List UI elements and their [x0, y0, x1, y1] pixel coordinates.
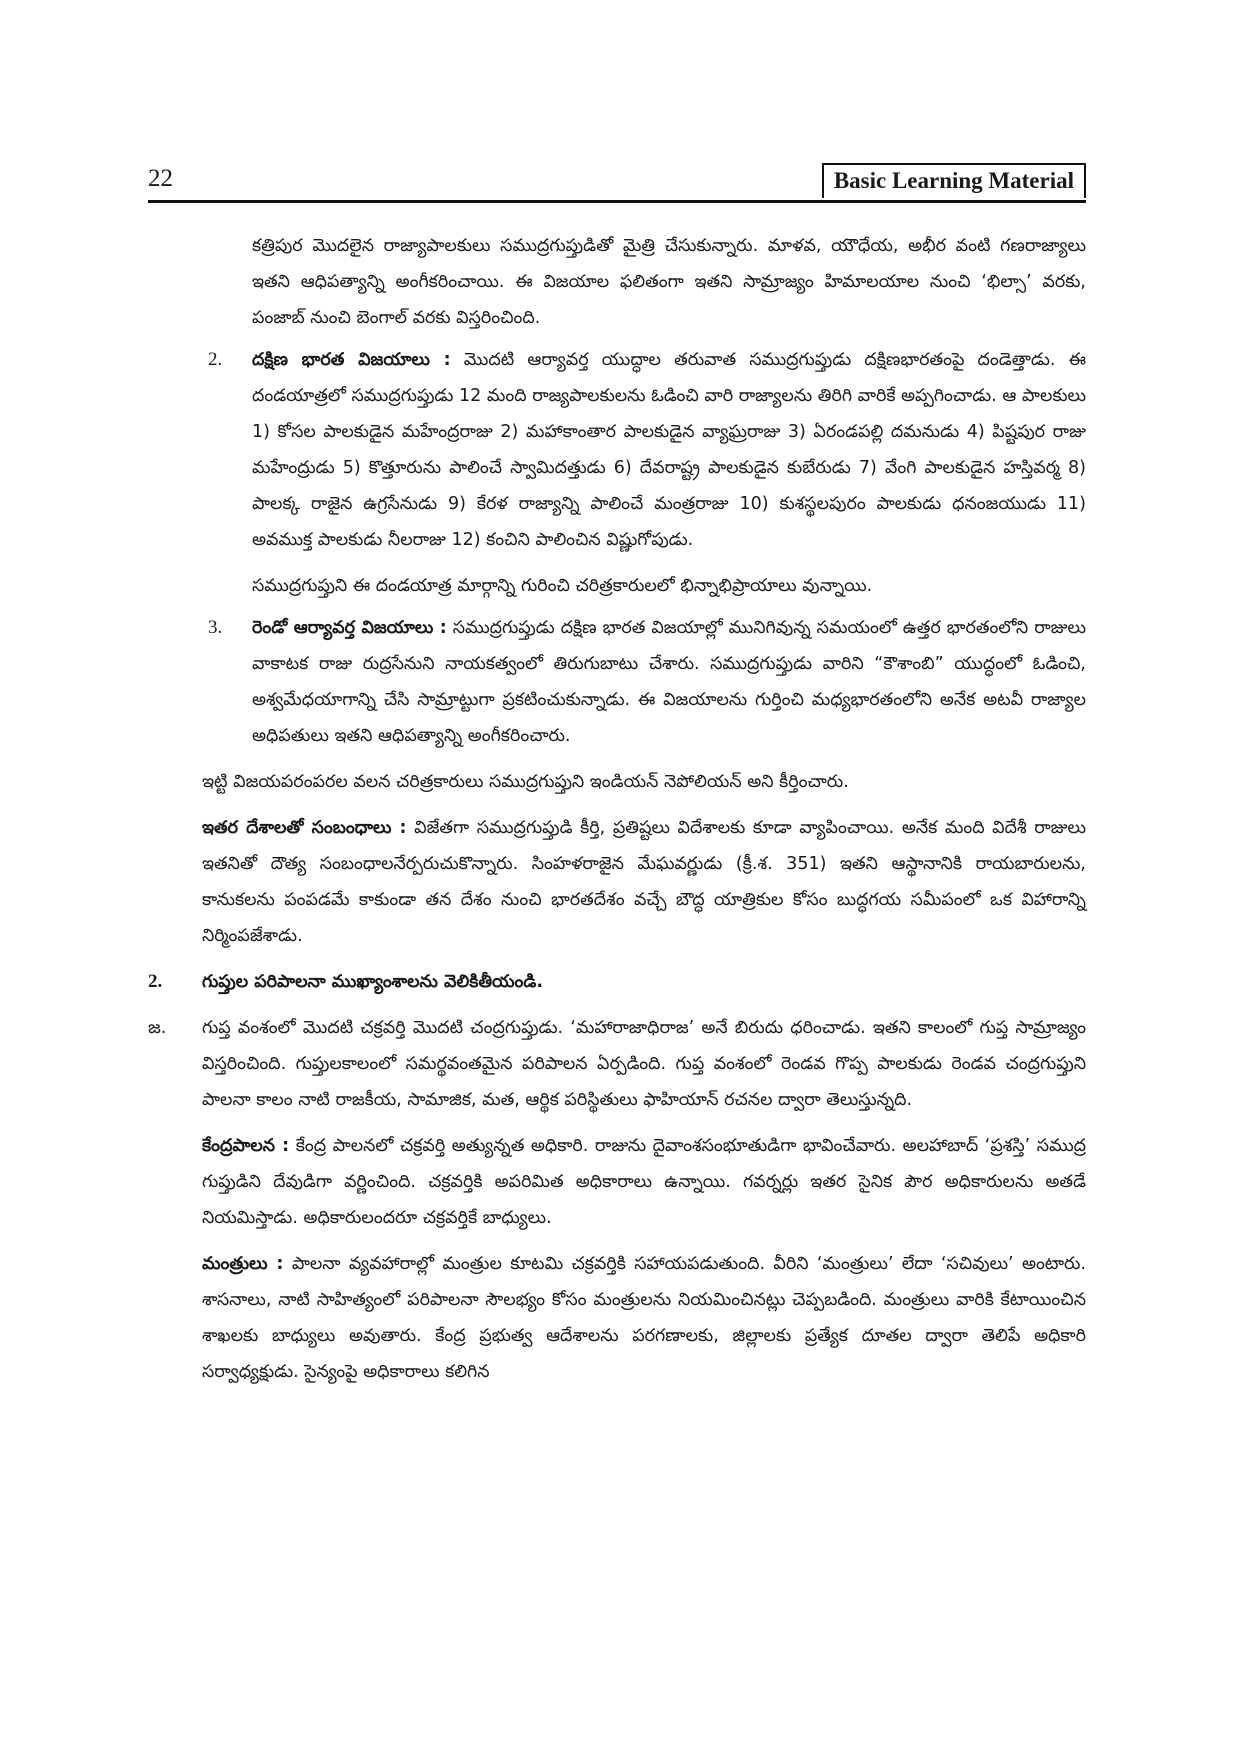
intro-paragraph: కత్రిపుర మొదలైన రాజ్యాపాలకులు సముద్రగుప్తుడితో మైత్రి చేసుకున్నారు. మాళవ, యౌధేయ, అభీర వంటి గణరాజ్యాలు ఇతని ఆధిపత్యాన్ని అంగీకరించాయి. ఈ విజయాల ఫలితంగా ఇతని సామ్రాజ్యం హిమాలయాల నుంచి ‘భిల్సా’ వరకు, పంజాబ్ నుంచి బెంగాల్ వరకు విస్తరించింది. [252, 236, 1086, 328]
section-text: పాలనా వ్యవహారాల్లో మంత్రుల కూటమి చక్రవర్తికి సహాయపడుతుంది. వీరిని ‘మంత్రులు’ లేదా ‘సచివులు’ అంటారు. శాసనాలు, నాటి సాహిత్యంలో పరిపాలనా సౌలభ్యం కోసం మంత్రులను నియమించినట్లు చెప్పబడింది. మంత్రులు వారికి కేటాయించిన శాఖలకు బాధ్యులు అవుతారు. కేంద్ర ప్రభుత్వ ఆదేశాలను పరగణాలకు, జిల్లాలకు ప్రత్యేక దూతల ద్వారా తెలిపే అధికారి సర్వాధ్యక్షుడు. సైన్యంపై అధికారాలు కలిగిన [202, 1254, 1086, 1382]
route-note-paragraph: సముద్రగుప్తుని ఈ దండయాత్ర మార్గాన్ని గురించి చరిత్రకారులలో భిన్నాభిప్రాయాలు వున్నాయి. [252, 576, 873, 596]
section-heading: ఇతర దేశాలతో సంబంధాలు : [202, 818, 407, 838]
section-heading: మంత్రులు : [202, 1254, 284, 1274]
answer-paragraph [148, 1010, 1086, 1118]
section-text: కేంద్ర పాలనలో చక్రవర్తి అత్యున్నత అధికారి. రాజును దైవాంశసంభూతుడిగా భావించేవారు. అలహాబాద్ ‘ప్రశస్తి’ సముద్ర గుప్తుడిని దేవుడిగా వర్ణించింది. చక్రవర్తికి అపరిమిత అధికారాలు ఉన్నాయి. గవర్నర్లు ఇతర సైనిక పౌర అధికారులను అతడే నియమిస్తాడు. అధికారులందరూ చక్రవర్తికే బాధ్యులు. [202, 1136, 1086, 1228]
section-heading: కేంద్రపాలన : [202, 1136, 290, 1156]
item-number: 2. [208, 349, 223, 370]
page-number: 22 [148, 165, 173, 192]
section-text: విజేతగా సముద్రగుప్తుడి కీర్తి, ప్రతిష్టలు విదేశాలకు కూడా వ్యాపించాయి. అనేక మంది విదేశీ రాజులు ఇతనితో దౌత్య సంబంధాలనేర్పరుచుకొన్నారు. సింహళరాజైన మేఘవర్ణుడు (క్రీ.శ. 351) ఇతని ఆస్థానానికి రాయబారులను, కానుకలను పంపడమే కాకుండా తన దేశం నుంచి భారతదేశం వచ్చే బౌద్ధ యాత్రికుల కోసం బుద్ధగయ సమీపంలో ఒక విహారాన్ని నిర్మింపజేశాడు. [202, 818, 1086, 946]
page-body [148, 228, 1086, 1390]
item-number: 3. [208, 617, 223, 638]
page-header [148, 163, 1086, 203]
item-text: మొదటి ఆర్యావర్త యుద్ధాల తరువాత సముద్రగుప్తుడు దక్షిణభారతంపై దండెత్తాడు. ఈ దండయాత్రలో సముద్రగుప్తుడు 12 మంది రాజ్యపాలకులను ఓడించి వారి రాజ్యాలను తిరిగి వారికే అప్పగించాడు. ఆ పాలకులు 1) కోసల పాలకుడైన మహేంద్రరాజు 2) మహాకాంతార పాలకుడైన వ్యాఘ్రరాజు 3) ఏరండపల్లి దమనుడు 4) పిష్టపుర రాజు మహేంద్రుడు 5) కొత్తూరును పాలించే స్వామిదత్తుడు 6) దేవరాష్ట్ర పాలకుడైన కుబేరుడు 7) వేంగి పాలకుడైన హస్తివర్మ 8) పాలక్క రాజైన ఉగ్రసేనుడు 9) కేరళ రాజ్యాన్ని పాలించే మంత్రరాజు 10) కుశస్థలపురం పాలకుడు ధనంజయుడు 11) అవముక్త పాలకుడు నీలరాజు 12) కంచిని పాలించిన విష్ణుగోపుడు. [252, 350, 1086, 550]
item-text: సముద్రగుప్తుడు దక్షిణ భారత విజయాల్లో మునిగివున్న సమయంలో ఉత్తర భారతంలోని రాజులు వాకాటక రాజు రుద్రసేనుని నాయకత్వంలో తిరుగుబాటు చేశారు. సముద్రగుప్తుడు వారిని “కౌశాంబి” యుద్ధంలో ఓడించి, అశ్వమేధయాగాన్ని చేసి సామ్రాట్టుగా ప్రకటించుకున్నాడు. ఈ విజయాలను గుర్తించి మధ్యభారతంలోని అనేక అటవీ రాజ్యాల అధిపతులు ఇతని ఆధిపత్యాన్ని అంగీకరించారు. [252, 618, 1086, 746]
answer-text: గుప్త వంశంలో మొదటి చక్రవర్తి మొదటి చంద్రగుప్తుడు. ‘మహారాజాధిరాజ’ అనే బిరుదు ధరించాడు. ఇతని కాలంలో గుప్త సామ్రాజ్యం విస్తరించింది. గుప్తులకాలంలో సమర్థవంతమైన పరిపాలన ఏర్పడింది. గుప్త వంశంలో రెండవ గొప్ప పాలకుడు రెండవ చంద్రగుప్తుని పాలనా కాలం నాటి రాజకీయ, సామాజిక, మత, ఆర్థిక పరిస్థితులు ఫాహియాన్ రచనల ద్వారా తెలుస్తున్నది. [202, 1018, 1086, 1110]
central-administration-paragraph [148, 1128, 1086, 1236]
ministers-paragraph [148, 1246, 1086, 1390]
book-title-box: Basic Learning Material [822, 163, 1086, 198]
item-heading: రెండో ఆర్యావర్త విజయాలు : [252, 618, 447, 638]
southern-conquests-item [148, 342, 1086, 558]
question-number: 2. [148, 971, 163, 992]
second-aryavarta-item [148, 610, 1086, 754]
napoleon-paragraph: ఇట్టి విజయపరంపరల వలన చరిత్రకారులు సముద్రగుప్తుని ఇండియన్ నెపోలియన్ అని కీర్తించారు. [202, 772, 849, 792]
foreign-relations-paragraph [148, 810, 1086, 954]
item-heading: దక్షిణ భారత విజయాలు : [252, 350, 451, 370]
question-2 [148, 964, 1086, 1000]
answer-mark: జ. [148, 1018, 167, 1038]
header-rule [148, 200, 1086, 203]
question-text: గుప్తుల పరిపాలనా ముఖ్యాంశాలను వెలికితీయండి. [202, 972, 544, 992]
